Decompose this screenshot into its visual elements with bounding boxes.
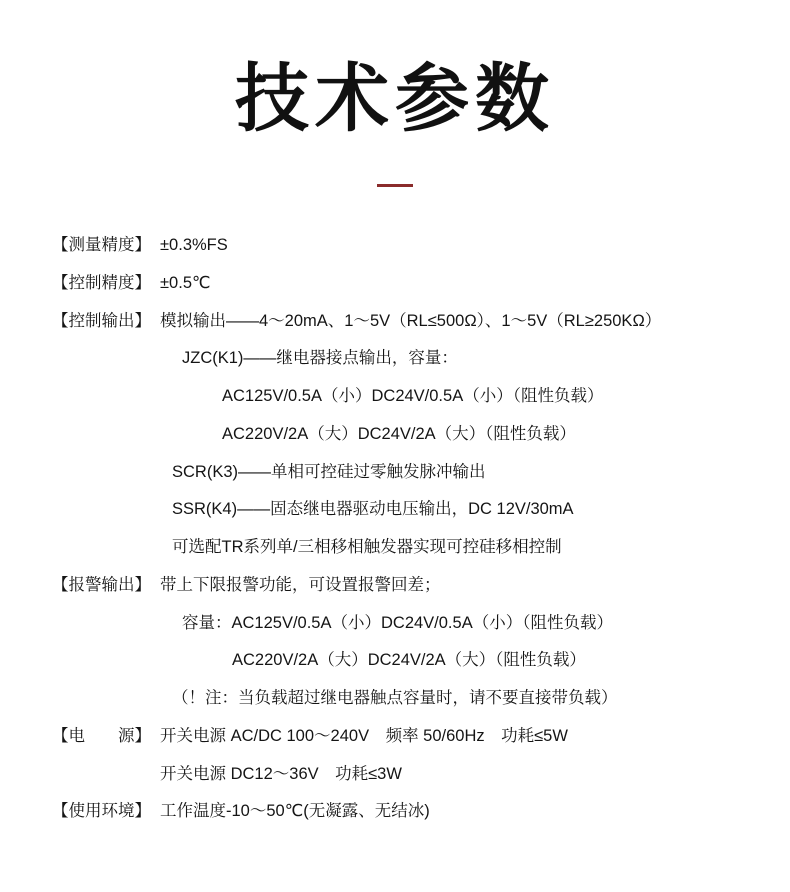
spec-line: 可选配TR系列单/三相移相触发器实现可控硅移相控制 xyxy=(172,538,562,556)
spec-row xyxy=(52,799,770,824)
spec-line: SCR(K3)——单相可控硅过零触发脉冲输出 xyxy=(172,462,486,481)
spec-label: 【测量精度】 xyxy=(52,236,151,254)
spec-label: 【电 源】 xyxy=(52,726,151,745)
spec-line: AC220V/2A（大）DC24V/2A（大）（阻性负载） xyxy=(222,424,576,443)
spec-line: （！注：当负载超过继电器触点容量时，请不要直接带负载） xyxy=(172,689,618,707)
spec-line: AC125V/0.5A（小）DC24V/0.5A（小）（阻性负载） xyxy=(222,387,604,405)
spec-list xyxy=(0,233,790,824)
spec-label: 【控制精度】 xyxy=(52,273,151,292)
spec-row xyxy=(52,271,770,296)
spec-line: 工作温度-10～50℃(无凝露、无结冰) xyxy=(160,802,430,821)
spec-label: 【使用环境】 xyxy=(52,802,151,821)
title-divider xyxy=(377,184,413,187)
spec-line: SSR(K4)——固态继电器驱动电压输出，DC 12V/30mA xyxy=(172,500,574,519)
page-title: 技术参数 xyxy=(235,56,555,142)
spec-row xyxy=(52,724,770,787)
spec-body xyxy=(160,309,770,560)
spec-line: 带上下限报警功能，可设置报警回差； xyxy=(160,575,441,594)
spec-body xyxy=(160,799,770,824)
spec-body xyxy=(160,724,770,787)
spec-row xyxy=(52,309,770,560)
spec-body xyxy=(160,573,770,711)
spec-line: 开关电源 AC/DC 100～240V 频率 50/60Hz 功耗≤5W xyxy=(160,726,568,745)
spec-body xyxy=(160,271,770,296)
spec-line: 容量：AC125V/0.5A（小）DC24V/0.5A（小）（阻性负载） xyxy=(182,613,613,632)
spec-row xyxy=(52,233,770,258)
spec-line: 模拟输出——4～20mA、1～5V（RL≤500Ω）、1～5V（RL≥250KΩ） xyxy=(160,311,662,330)
spec-row xyxy=(52,573,770,711)
spec-line: JZC(K1)——继电器接点输出，容量： xyxy=(182,349,458,368)
spec-line: ±0.5℃ xyxy=(160,273,211,292)
spec-label: 【报警输出】 xyxy=(52,575,151,594)
title-divider-wrap xyxy=(0,184,790,187)
spec-line: ±0.3%FS xyxy=(160,236,228,254)
spec-body xyxy=(160,233,770,258)
spec-line: AC220V/2A（大）DC24V/2A（大）（阻性负载） xyxy=(232,651,586,670)
spec-label: 【控制输出】 xyxy=(52,311,151,330)
spec-line: 开关电源 DC12～36V 功耗≤3W xyxy=(160,764,402,783)
